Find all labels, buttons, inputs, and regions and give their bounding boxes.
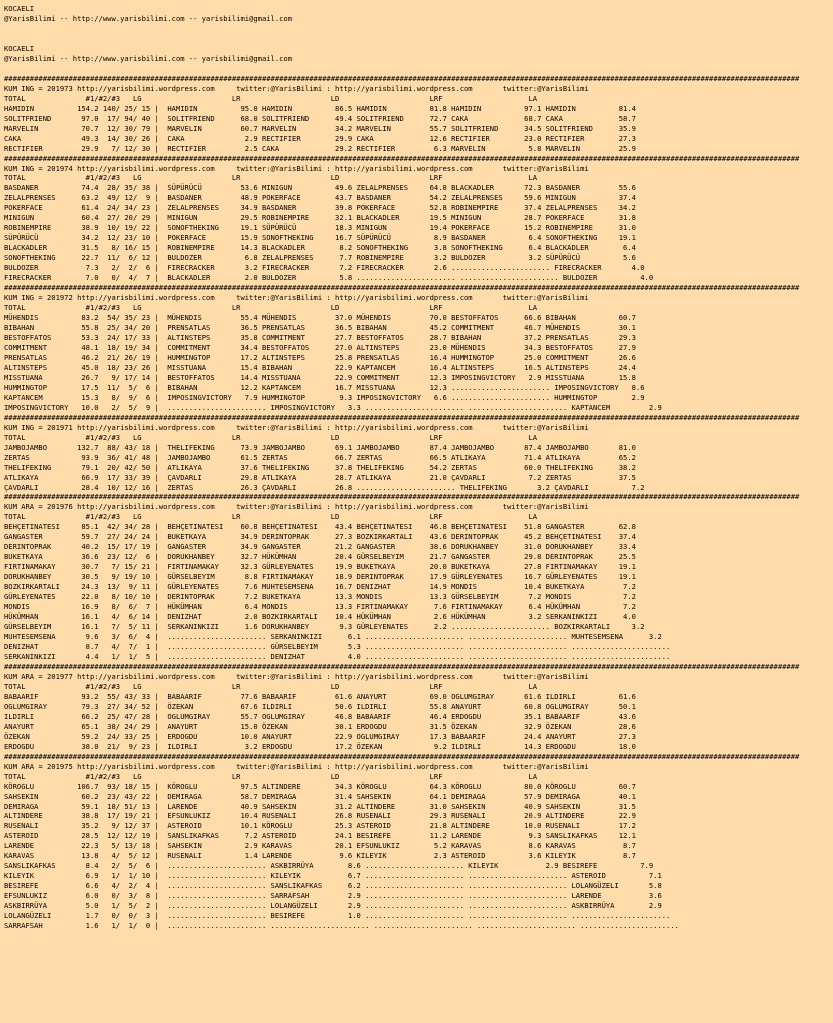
table-row: RECTIFIER 29.9 7/ 12/ 30 | RECTIFIER 2.5 CAKA 29.2 RECTIFIER 6.3 MARVELIN 5.8 MARVELIN 25.9: [4, 143, 636, 153]
table-row: ASTEROID 28.5 12/ 12/ 19 | SANSLIKAFKAS 7.2 ASTEROID 24.1 BESIREFE 11.2 LARENDE 9.3 SANSLIKAFKAS 12.1: [4, 831, 636, 841]
table-row: HAMIDIN 154.2 140/ 25/ 15 | HAMIDIN 95.0 HAMIDIN 86.5 HAMIDIN 81.8 HAMIDIN 97.1 HAMIDIN 81.4: [4, 103, 636, 113]
table-row: SOLITFRIEND 97.0 17/ 94/ 40 | SOLITFRIEND 68.0 SOLITFRIEND 49.4 SOLITFRIEND 72.7 CAKA 68.7 CAKA 58.7: [4, 113, 636, 123]
table-row: SAHSEKIN 60.2 23/ 43/ 22 | DEMIRAGA 58.7 DEMIRAGA 31.4 SAHSEKIN 64.1 DEMIRAGA 57.9 DEMIRAGA 40.1: [4, 791, 636, 801]
table-row: EFSUNLUKIZ 6.0 0/ 3/ 8 | ....................... SARRAFSAH 2.9 ....................... ....................... LARENDE 3.6: [4, 891, 662, 901]
section-divider: #########################################################################################################################################################################################: [4, 153, 800, 163]
table-row: ÖZEKAN 59.2 24/ 33/ 25 | ERDOGDU 10.0 ANAYURT 22.9 OGLUMGIRAY 17.3 BABAARIF 24.4 ANAYURT 27.3: [4, 731, 636, 741]
table-row: ROBINEMPIRE 38.9 10/ 19/ 22 | SONOFTHEKING 19.1 SÜPÜRÜCÜ 18.3 MINIGUN 19.4 POKERFACE 15.2 ROBINEMPIRE 31.0: [4, 223, 636, 233]
table-row: MÜHENDIS 83.2 54/ 35/ 23 | MÜHENDIS 55.4 MÜHENDIS 37.0 MÜHENDIS 70.0 BESTOFFATOS 66.6 BIBAHAN 60.7: [4, 313, 636, 323]
column-header-row: TOTAL #1/#2/#3 LG LR LD LRF LA: [4, 512, 538, 522]
table-row: ÇAVDARLI 28.4 10/ 12/ 16 | ZERTAS 26.3 ÇAVDARLI 26.8 ....................... THELIFEKING 3.2 ÇAVDARLI 7.2: [4, 482, 645, 492]
section-header: KUM ING = 201974 http://yarisbilimi.wordpress.com twitter:@YarisBilimi : http://yarisbilimi.wordpress.com twitter:@YarisBilimi: [4, 163, 589, 173]
table-row: MARVELIN 70.7 12/ 30/ 79 | MARVELIN 60.7 MARVELIN 34.2 MARVELIN 55.7 SOLITFRIEND 34.5 SOLITFRIEND 35.9: [4, 123, 636, 133]
table-row: CAKA 49.3 14/ 30/ 26 | CAKA 2.9 RECTIFIER 29.9 CAKA 12.6 RECTIFIER 23.0 RECTIFIER 27.3: [4, 133, 636, 143]
section-divider: #########################################################################################################################################################################################: [4, 661, 800, 671]
table-row: DEMIRAGA 59.1 18/ 51/ 13 | LARENDE 40.9 SAHSEKIN 31.2 ALTINDERE 31.0 SAHSEKIN 40.9 SAHSEKIN 31.5: [4, 801, 636, 811]
table-row: GÜRLEYENATES 22.0 8/ 10/ 10 | DERINTOPRAK 7.2 BUKETKAYA 13.3 MONDIS 13.3 GÜRSELBEYIM 7.2 MONDIS 7.2: [4, 592, 636, 602]
section-header: KUM ING = 201971 http://yarisbilimi.wordpress.com twitter:@YarisBilimi : http://yarisbilimi.wordpress.com twitter:@YarisBilimi: [4, 422, 589, 432]
text-line: [4, 24, 833, 34]
column-header-row: TOTAL #1/#2/#3 LG LR LD LRF LA: [4, 173, 538, 183]
table-row: MONDIS 16.9 8/ 6/ 7 | HÜKÜMHAN 6.4 MONDIS 13.3 FIRTINAMAKAY 7.6 FIRTINAMAKAY 6.4 HÜKÜMHAN 7.2: [4, 602, 636, 612]
section-divider: #########################################################################################################################################################################################: [4, 412, 800, 422]
table-row: KÖROGLU 106.7 93/ 18/ 15 | KÖROGLU 97.5 ALTINDERE 34.3 KÖROGLU 64.3 KÖROGLU 80.0 KÖROGLU 60.7: [4, 781, 636, 791]
table-row: PRENSATLAS 46.2 21/ 26/ 19 | HUMMINGTOP 17.2 ALTINSTEPS 25.8 PRENSATLAS 16.4 HUMMINGTOP 25.0 COMMITMENT 26.6: [4, 352, 636, 362]
column-header-row: TOTAL #1/#2/#3 LG LR LD LRF LA: [4, 681, 538, 691]
column-header-row: TOTAL #1/#2/#3 LG LR LD LRF LA: [4, 432, 538, 442]
table-row: JAMBOJAMBO 132.7 88/ 43/ 18 | THELIFEKING 73.9 JAMBOJAMBO 69.1 JAMBOJAMBO 87.4 JAMBOJAMBO 87.4 JAMBOJAMBO 81.0: [4, 442, 636, 452]
table-row: KILEYIK 6.9 1/ 1/ 10 | ....................... KILEYIK 6.7 ....................... ....................... ASTEROID 7.1: [4, 871, 662, 881]
table-row: BABAARIF 93.2 55/ 43/ 33 | BABAARIF 77.6 BABAARIF 61.6 ANAYURT 69.0 OGLUMGIRAY 61.6 ILDIRLI 61.6: [4, 691, 636, 701]
text-line: [4, 34, 833, 44]
table-row: BIBAHAN 55.8 25/ 34/ 20 | PRENSATLAS 36.5 PRENSATLAS 36.5 BIBAHAN 45.2 COMMITMENT 46.7 MÜHENDIS 30.1: [4, 323, 636, 332]
table-row: GÜRSELBEYIM 16.1 7/ 5/ 11 | SERKANINKIZI 1.6 DORUKHANBEY 9.3 GÜRLEYENATES 2.2 ....................... BOZKIRKARTALI 3.2: [4, 622, 645, 632]
column-header-row: TOTAL #1/#2/#3 LG LR LD LRF LA: [4, 303, 538, 313]
table-row: KAPTANCEM 15.3 8/ 9/ 6 | IMPOSINGVICTORY 7.9 HUMMINGTOP 9.3 IMPOSINGVICTORY 6.6 ....................... HUMMINGTOP 2.9: [4, 392, 645, 402]
table-row: ZERTAS 93.9 36/ 41/ 48 | JAMBOJAMBO 61.5 ZERTAS 66.7 ZERTAS 66.5 ATLIKAYA 71.4 ATLIKAYA 65.2: [4, 452, 636, 462]
table-row: BESIREFE 6.6 4/ 2/ 4 | ....................... SANSLIKAFKAS 6.2 ....................... ....................... LOLANGÜZELI 5.8: [4, 881, 662, 891]
table-row: MINIGUN 60.4 27/ 20/ 29 | MINIGUN 29.5 ROBINEMPIRE 32.1 BLACKADLER 19.5 MINIGUN 28.7 POKERFACE 31.8: [4, 213, 636, 223]
table-row: MUHTESEMSENA 9.6 3/ 6/ 4 | ....................... SERKANINKIZI 6.1 ....................... ....................... MUHTESEMSENA 3.2: [4, 632, 662, 642]
table-row: POKERFACE 61.4 24/ 34/ 23 | ZELALPRENSES 34.9 BASDANER 39.8 POKERFACE 52.8 ROBINEMPIRE 37.4 ZELALPRENSES 34.2: [4, 203, 636, 213]
section-divider: #########################################################################################################################################################################################: [4, 73, 800, 83]
contact-line: @YarisBilimi -- http://www.yarisbilimi.com -- yarisbilimi@gmail.com: [4, 53, 293, 63]
table-row: IMPOSINGVICTORY 10.0 2/ 5/ 9 | ....................... IMPOSINGVICTORY 3.3 ....................... ....................... KAPTANCEM 2.9: [4, 402, 662, 412]
table-row: RUSENALI 35.2 9/ 12/ 37 | ASTEROID 10.1 KÖROGLU 25.3 ASTEROID 21.8 ALTINDERE 10.0 RUSENALI 17.2: [4, 821, 636, 831]
section-header: KUM ING = 201972 http://yarisbilimi.wordpress.com twitter:@YarisBilimi : http://yarisbilimi.wordpress.com twitter:@YarisBilimi: [4, 293, 589, 303]
table-row: THELIFEKING 79.1 20/ 42/ 50 | ATLIKAYA 37.6 THELIFEKING 37.8 THELIFEKING 54.2 ZERTAS 60.0 THELIFEKING 38.2: [4, 462, 636, 472]
table-row: BLACKADLER 31.5 8/ 16/ 15 | ROBINEMPIRE 14.3 BLACKADLER 8.2 SONOFTHEKING 3.8 SONOFTHEKING 6.4 BLACKADLER 6.4: [4, 243, 636, 253]
table-row: SANSLIKAFKAS 8.4 2/ 5/ 6 | ....................... ASKBIRRÜYA 8.6 ....................... KILEYIK 2.9 BESIREFE 7.9: [4, 861, 654, 871]
column-header-row: TOTAL #1/#2/#3 LG LR LD LRF LA: [4, 93, 538, 103]
table-row: ALTINDERE 38.8 17/ 19/ 21 | EFSUNLUKIZ 10.4 RUSENALI 26.8 RUSENALI 29.3 RUSENALI 20.9 ALTINDERE 22.9: [4, 811, 636, 821]
table-row: BOZKIRKARTALI 24.3 13/ 9/ 11 | GÜRLEYENATES 7.6 MUHTESEMSENA 16.7 DENIZHAT 14.9 MONDIS 10.4 BUKETKAYA 7.2: [4, 582, 636, 592]
table-row: ZELALPRENSES 63.2 49/ 12/ 9 | BASDANER 48.9 POKERFACE 43.7 BASDANER 54.2 ZELALPRENSES 59.6 MINIGUN 37.4: [4, 193, 636, 203]
table-row: FIRTINAMAKAY 30.7 7/ 15/ 21 | FIRTINAMAKAY 32.3 GÜRLEYENATES 19.9 BUKETKAYA 20.0 BUKETKAYA 27.8 FIRTINAMAKAY 19.1: [4, 562, 636, 572]
table-row: SÜPÜRÜCÜ 34.2 12/ 23/ 10 | POKERFACE 15.9 SONOFTHEKING 16.7 SÜPÜRÜCÜ 8.9 BASDANER 6.4 SONOFTHEKING 19.1: [4, 233, 636, 243]
table-row: OGLUMGIRAY 79.3 27/ 34/ 52 | ÖZEKAN 67.6 ILDIRLI 50.6 ILDIRLI 55.8 ANAYURT 60.8 OGLUMGIRAY 50.1: [4, 701, 636, 711]
table-row: BESTOFFATOS 53.3 24/ 17/ 33 | ALTINSTEPS 35.8 COMMITMENT 27.7 BESTOFFATOS 28.7 BIBAHAN 37.2 PRENSATLAS 29.3: [4, 332, 636, 342]
table-row: LOLANGÜZELI 1.7 0/ 0/ 3 | ....................... BESIREFE 1.0 ....................... ....................... .......................: [4, 911, 671, 921]
table-row: LARENDE 22.3 5/ 13/ 18 | SAHSEKIN 2.9 KARAVAS 20.1 EFSUNLUKIZ 5.2 KARAVAS 8.6 KARAVAS 8.7: [4, 841, 636, 851]
section-header: KUM ING = 201973 http://yarisbilimi.wordpress.com twitter:@YarisBilimi : http://yarisbilimi.wordpress.com twitter:@YarisBilimi: [4, 83, 589, 93]
table-row: ANAYURT 65.1 38/ 24/ 29 | ANAYURT 15.0 ÖZEKAN 30.1 ERDOGDU 31.5 ÖZEKAN 32.9 ÖZEKAN 28.6: [4, 721, 636, 731]
text-line: [4, 64, 833, 74]
table-row: ASKBIRRÜYA 5.0 1/ 5/ 2 | ....................... LOLANGÜZELI 2.9 ....................... ....................... ASKBIRRÜYA 2.9: [4, 901, 662, 911]
table-row: SARRAFSAH 1.6 1/ 1/ 0 | ....................... ....................... ....................... ....................... .......................: [4, 921, 679, 931]
table-row: FIRECRACKER 7.0 0/ 4/ 7 | BLACKADLER 2.0 BULDOZER 5.8 ....................... ....................... BULDOZER 4.0: [4, 273, 654, 283]
table-row: ILDIRLI 66.2 25/ 47/ 28 | OGLUMGIRAY 55.7 OGLUMGIRAY 46.8 BABAARIF 46.4 ERDOGDU 35.1 BABAARIF 43.6: [4, 711, 636, 721]
section-divider: #########################################################################################################################################################################################: [4, 283, 800, 293]
table-row: BUKETKAYA 36.6 23/ 12/ 6 | DORUKHANBEY 32.7 HÜKÜMHAN 20.4 GÜRSELBEYIM 21.7 GANGASTER 29.8 DERINTOPRAK 25.5: [4, 552, 636, 562]
page-title: KOCAELI: [4, 43, 35, 53]
table-row: HUMMINGTOP 17.5 11/ 5/ 6 | BIBAHAN 12.2 KAPTANCEM 16.7 MISSTUANA 12.3 ....................... IMPOSINGVICTORY 8.6: [4, 382, 645, 392]
table-row: ALTINSTEPS 45.0 18/ 23/ 26 | MISSTUANA 15.4 BIBAHAN 22.9 KAPTANCEM 16.4 ALTINSTEPS 16.5 ALTINSTEPS 24.4: [4, 362, 636, 372]
table-row: ERDOGDU 38.0 21/ 9/ 23 | ILDIRLI 3.2 ERDOGDU 17.2 ÖZEKAN 9.2 ILDIRLI 14.3 ERDOGDU 18.0: [4, 741, 636, 751]
contact-line: @YarisBilimi -- http://www.yarisbilimi.com -- yarisbilimi@gmail.com: [4, 13, 293, 23]
table-row: ATLIKAYA 66.9 17/ 33/ 39 | ÇAVDARLI 29.8 ATLIKAYA 28.7 ATLIKAYA 21.0 ÇAVDARLI 7.2 ZERTAS 37.5: [4, 472, 636, 482]
table-row: GANGASTER 59.7 27/ 24/ 24 | BUKETKAYA 34.9 DERINTOPRAK 27.3 BOZKIRKARTALI 43.6 DERINTOPRAK 45.2 BEHÇETINATESI 37.4: [4, 532, 636, 542]
table-row: DENIZHAT 8.7 4/ 7/ 1 | ....................... GÜRSELBEYIM 5.3 ....................... ....................... .......................: [4, 642, 671, 651]
table-row: KARAVAS 13.8 4/ 5/ 12 | RUSENALI 1.4 LARENDE 9.6 KILEYIK 2.3 ASTEROID 3.6 KILEYIK 8.7: [4, 851, 636, 861]
table-row: BEHÇETINATESI 85.1 42/ 34/ 28 | BEHÇETINATESI 60.8 BEHÇETINATESI 43.4 BEHÇETINATESI 46.8 BEHÇETINATESI 51.8 GANGASTER 62.8: [4, 522, 636, 532]
table-row: SONOFTHEKING 22.7 11/ 6/ 12 | BULDOZER 6.8 ZELALPRENSES 7.7 ROBINEMPIRE 3.2 BULDOZER 3.2 SÜPÜRÜCÜ 5.6: [4, 253, 636, 263]
table-row: COMMITMENT 48.1 18/ 19/ 34 | COMMITMENT 34.4 BESTOFFATOS 27.0 ALTINSTEPS 23.0 MÜHENDIS 34.3 BESTOFFATOS 27.9: [4, 342, 636, 352]
section-header: KUM ARA = 201975 http://yarisbilimi.wordpress.com twitter:@YarisBilimi : http://yarisbilimi.wordpress.com twitter:@YarisBilimi: [4, 761, 589, 771]
section-header: KUM ARA = 201977 http://yarisbilimi.wordpress.com twitter:@YarisBilimi : http://yarisbilimi.wordpress.com twitter:@YarisBilimi: [4, 671, 589, 681]
table-row: SERKANINKIZI 4.4 1/ 1/ 5 | ....................... DENIZHAT 4.0 ....................... ....................... .......................: [4, 651, 671, 661]
column-header-row: TOTAL #1/#2/#3 LG LR LD LRF LA: [4, 771, 538, 781]
section-header: KUM ARA = 201976 http://yarisbilimi.wordpress.com twitter:@YarisBilimi : http://yarisbilimi.wordpress.com twitter:@YarisBilimi: [4, 502, 589, 512]
table-row: MISSTUANA 26.7 9/ 17/ 14 | BESTOFFATOS 14.4 MISSTUANA 22.9 COMMITMENT 12.3 IMPOSINGVICTORY 2.9 MISSTUANA 15.8: [4, 372, 636, 382]
table-row: DERINTOPRAK 40.2 15/ 17/ 19 | GANGASTER 34.9 GANGASTER 21.2 GANGASTER 38.6 DORUKHANBEY 31.0 DORUKHANBEY 33.4: [4, 542, 636, 552]
table-row: DORUKHANBEY 30.5 9/ 19/ 10 | GÜRSELBEYIM 8.8 FIRTINAMAKAY 18.9 DERINTOPRAK 17.9 GÜRLEYENATES 16.7 GÜRLEYENATES 19.1: [4, 572, 636, 582]
table-row: BULDOZER 7.3 2/ 2/ 6 | FIRECRACKER 3.2 FIRECRACKER 7.2 FIRECRACKER 2.6 ....................... FIRECRACKER 4.0: [4, 263, 645, 273]
table-row: BASDANER 74.4 28/ 35/ 38 | SÜPÜRÜCÜ 53.6 MINIGUN 49.6 ZELALPRENSES 64.8 BLACKADLER 72.3 BASDANER 55.6: [4, 183, 636, 193]
page-title: KOCAELI: [4, 4, 35, 13]
table-row: HÜKÜMHAN 16.1 4/ 6/ 14 | DENIZHAT 2.0 BOZKIRKARTALI 10.4 HÜKÜMHAN 2.6 HÜKÜMHAN 3.2 SERKANINKIZI 4.0: [4, 612, 636, 622]
section-divider: #########################################################################################################################################################################################: [4, 492, 800, 502]
section-divider: #########################################################################################################################################################################################: [4, 751, 800, 761]
